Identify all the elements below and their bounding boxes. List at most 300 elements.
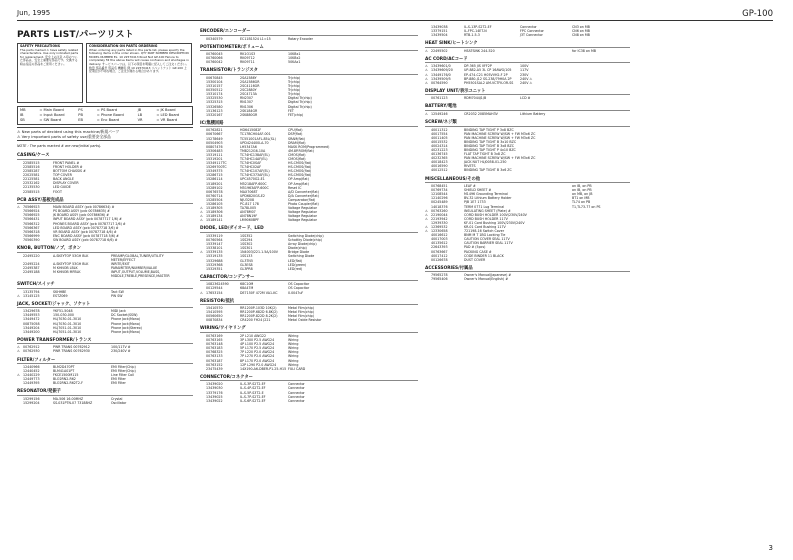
parts-cell: Tact SW [111,289,124,294]
parts-cell: 150-030-000 [53,313,74,318]
parts-cell: M5218AFP-600C [240,181,267,186]
parts-cell: CODE BINDER 11 BLACK [464,253,504,258]
parts-cell: TC74HC138AF(EL) [240,152,270,157]
parts-cell: 15269700TC [206,165,227,170]
parts-cell: Oscillator [111,401,127,406]
parts-cell: IL-S-13P-S2T2-EF [464,25,492,29]
parts-cell: on IB, on PB [572,184,592,189]
parts-cell: 14018376 [431,204,448,209]
section-title: RESONATOR/発振子 [17,388,193,396]
parts-cell: Phone Jack(Mono) [111,329,141,334]
parts-cell: Photo Coupler(flat) [288,202,319,206]
parts-cell: TERM 0771 Lug Terminal [464,204,505,209]
parts-cell: J3T Connector [520,33,543,38]
parts-cell: 40135612 [431,241,448,246]
parts-cell: 15410570 [206,306,223,311]
section-title: CONNECTOR/コネクター [200,374,418,382]
parts-cell: Connector [288,390,305,395]
parts-cell: MAIN BOARD ASSY (pcb 00786634) # [53,205,115,210]
safety-mark: ⚠ [425,64,428,69]
parts-cell: FET(chip) [288,112,304,117]
parts-cell: 12369532 [431,225,448,229]
code-cell: SB [20,118,25,122]
safety-mark: ⚠ [17,293,20,298]
parts-cell: 13439030 [206,386,223,391]
safety-mark: ⚠ [200,218,203,223]
parts-cell: 00763187 [206,358,223,363]
parts-cell: HS-CMOS(flat) [288,169,312,174]
parts-cell: RK1O1S3 [240,52,256,57]
parts-cell: PWR TRANS 00762912 [53,345,90,350]
parts-cell: FRONT PANEL # [53,160,80,165]
parts-cell: 70566318 [23,229,40,234]
parts-cell: 00763165 [206,338,223,343]
parts-cell: 13379176 [206,390,223,395]
parts-cell: Phone Jack(Stereo) [111,325,142,330]
parts-cell: 40232365 [431,156,448,161]
parts-cell: on MB, on JB [572,192,593,197]
parts-cell: Tr(chip) [288,92,301,97]
parts-cell: 4M.8P.ROM(flat) [288,148,314,153]
parts-cell: 15349375 [206,169,223,174]
parts-cell: 3P L300 P2.5 AWG24 [240,338,275,343]
parts-sections-1 [17,152,193,405]
parts-cell: 15339135 [206,250,223,255]
parts-cell: 12P L290 P2.0 AWG24 [240,362,277,367]
parts-cell: 12440229 [23,373,40,378]
parts-cell: 5P L170 P2.5 AWG24 [240,346,275,351]
code-cell: = Main Board [39,108,64,112]
section-title: JACK, SOCKET/ジャック、ソケット [17,301,193,309]
parts-cell: OP Amp(flat) [288,181,309,186]
section-title: WIRING/ワイヤリング [200,325,418,333]
parts-cell: 40017412 [431,253,448,258]
parts-cell: SRAM(flat) [288,136,306,141]
parts-cell: Tr(chip) [288,88,301,93]
parts-cell: METER/EFFECT [111,257,136,262]
parts-cell: Voltage Regulator [288,218,317,223]
section-title: DISPLAY UNIT/表示ユニット [425,88,630,96]
parts-cell: 12108544 [431,192,448,197]
parts-cell: 15410595 [206,310,223,315]
safety-mark: ⚠ [425,225,428,229]
parts-row [200,37,418,41]
parts-cell: 240V ⚠ [520,76,533,81]
safety-mark: ⚠ [425,208,428,213]
parts-cell: 13439020 [206,382,223,387]
section-title: MISCELLANEOUS/その他 [425,176,630,184]
code-cell: LB [137,113,143,117]
parts-cell: 15289102 [206,185,223,190]
parts-cell: EC11B1524 L1=15 [240,36,271,41]
parts-cell: TC17BCH04AF-001 [240,132,271,137]
code-cell: = Enc Board [96,118,120,122]
parts-cell: 00560650 [206,314,223,319]
parts-cell: MIDI Jack [111,309,126,314]
parts-cell: BINDING TAP TIGHT P 4x10 BZC [464,148,516,152]
parts-cell: Crystal [111,396,123,401]
parts-row [200,60,418,64]
parts-cell: 12140296 [431,196,448,201]
parts-cell [572,81,630,85]
parts-cell: 00760564 [206,238,223,243]
parts-cell: MIDDLE,TREBLE,PRESENCE,MASTER [111,273,170,278]
parts-cell: TOP COVER [53,173,72,178]
parts-row [17,190,193,194]
parts-cell: 00126678 [431,257,448,262]
section-title: ENCODER/エンコーダー [200,28,418,36]
parts-cell [23,274,53,278]
parts-row [17,330,193,334]
parts-cell: PAN MACHINE SCREW W/SW + FW M3x6 ZC [464,135,536,140]
parts-cell: EMI Filter(Chip) [111,369,136,374]
parts-cell: FLAT TAP TIGHT B 3x8 ZC [464,152,506,157]
parts-cell: A-SKEYTOP 53GH BLK [53,261,89,266]
parts-cell: 13439609/20 [431,68,453,73]
parts-cell: 15329351 [206,266,223,271]
parts-cell: 40016590 [431,164,448,169]
parts-cell: 15189201 [206,181,223,186]
parts-cell: AN78M07 [240,210,256,215]
parts-cell: 40231223 [431,148,448,152]
parts-cell: CMOS(flat) [288,156,306,161]
safety-mark: ⚠ [17,349,20,354]
parts-cell: 13439601/0 [431,64,451,69]
parts-cell: LM9060BPF [240,218,259,223]
parts-cell: Connector [288,382,305,387]
parts-cell: 2SA1586GR [240,79,260,84]
parts-cell: 68C10M [240,282,254,287]
page-number: 3 [768,544,773,552]
parts-cell: 22532162 [23,181,40,186]
parts-cell: A/D Converter(flat) [288,189,319,194]
parts-cell: 13439509/5 [431,76,451,81]
parts-cell: 00350512 [206,88,223,93]
parts-cell: 22585287 [23,169,40,174]
parts-cell: 00760042 [206,60,223,65]
legend-text: Very important parts of safety use/重要安全部品 [21,134,111,140]
parts-cell: 15286105 [206,202,223,206]
parts-cell: SW BOARD ASSY (pcb 00787718 6/6) # [53,237,118,242]
parts-cell: LED(flat) [288,258,303,263]
parts-cell: 15325315 [206,100,223,105]
parts-cell: 100/117V # [111,345,131,350]
safety-box [17,43,83,103]
parts-cell: 00763169 [206,333,223,338]
parts-cell: 40136745 [431,152,448,157]
parts-cell: 50KAx1 [288,60,301,65]
parts-cell: 00763667 [431,249,448,254]
parts-cell: 00670845 [206,75,223,80]
parts-cell: 15349117TC [206,161,227,166]
parts-row [425,49,630,53]
safety-mark: ⚠ [425,212,428,217]
parts-row [17,381,193,385]
parts-cell: BLM41A01PT [53,369,75,374]
safety-mark: ⚠ [200,290,203,295]
parts-cell: Metal Film(chip) [288,306,314,311]
parts-cell: 13449472 [23,317,40,322]
parts-cell: Connector [288,394,305,399]
parts-sections-2 [200,28,418,403]
parts-cell: for IC38 on MB [572,48,597,53]
parts-cell: RK09711 [240,60,255,65]
parts-cell: MA-506 16.00MHZ [53,396,84,401]
parts-cell: NJU3208 [240,197,255,202]
parts-cell: LCD # [520,96,531,101]
parts-cell: 40017003 [431,237,448,242]
parts-cell: 1SS294 [240,238,253,243]
safety-mark: ⚠ [200,214,203,219]
parts-cell: 15189141 [206,218,223,223]
safety-mark: ⚠ [200,210,203,215]
parts-cell: 13439038 [431,25,448,29]
parts-cell: 23475439 [206,366,223,371]
parts-cell: TL74 on PB [572,200,591,205]
parts-cell: 100V [520,64,529,69]
parts-cell [520,258,572,262]
parts-cell: 10823624590 [206,282,229,287]
parts-cell: BINDING TAP TIGHT P 3x8 BZC [464,127,514,132]
parts-cell: 2SK880GR [240,112,258,117]
parts-cell: KR-01 Cord Bushing 117V [464,225,506,229]
parts-cell: 1SS133 [240,254,253,259]
parts-cell: HEATSINK 244-520 [464,48,495,53]
parts-cell: 15325530 [206,96,223,101]
parts-cell: 10KBx1 [288,52,301,57]
parts-cell: 2SC2880Y [240,88,257,93]
parts-cell: M1496 Grounding Terminal [464,192,508,197]
parts-cell: 1SS302 [240,242,253,247]
parts-row [425,81,630,85]
parts-cell: PH5501SAL2 AM-VCTFK-OR-SS [464,80,514,85]
parts-row [200,113,418,117]
header-rule [17,20,773,21]
parts-cell: 13439504 [431,33,448,38]
parts-cell: 40015532 [431,139,448,144]
parts-cell: 13429678 [23,309,40,314]
parts-cell [572,112,630,116]
parts-cell: UPD6820GS-E2 [240,193,265,198]
parts-cell: AN78N19F [240,214,258,219]
parts-cell: 00340579 [206,36,223,41]
parts-row [200,318,418,322]
parts-cell: 00129544 [206,286,223,291]
safety-mark: ⚠ [425,229,428,234]
parts-cell: 40017554 [431,131,448,136]
parts-cell: FPC Connector [520,29,544,34]
parts-cell: 22495502 [431,48,448,53]
parts-cell: 00768451 [431,184,448,189]
parts-cell: CR4200 FH24 J221 [240,318,271,323]
parts-cell: PAD # (5pcs) [464,245,486,250]
parts-cell: 13449176/0 [431,72,451,77]
parts-cell: RR1200P-822D 8.2K(2) [240,314,278,319]
parts-cell: Diode(chip) [288,246,307,251]
parts-row [200,399,418,403]
parts-cell: SHIELD SHEET # [464,188,492,193]
parts-cell: 22125581 [23,177,40,182]
parts-cell: HLJ7030-01-3010 [53,321,82,326]
parts-cell: DSP(flat) [288,132,303,137]
parts-cell: Wiring [288,346,299,351]
parts-cell: IL-S-5P-S3T2-E [240,390,264,395]
parts-cell: TA78L005 [240,206,257,211]
parts-cell: 12440966 [23,365,40,369]
parts-cell: PW SW [111,293,123,298]
parts-cell: Metal Film(chip) [288,310,314,315]
safety-mark: ⚠ [425,76,428,81]
parts-cell: 12440452 [23,369,40,374]
parts-cell: RK09712 [240,56,255,61]
parts-cell: CN3 on MB [572,25,590,29]
parts-cell: Owner's Manual(English) # [464,277,509,282]
parts-cell: INSULATING SHEET (Plate) # [464,208,511,213]
parts-row [425,33,630,37]
parts-cell: Reset IC [288,185,302,190]
parts-cell: 13135794 [23,289,40,294]
parts-cell: RR1200P-103D 10K(2) [240,306,277,311]
safety-mark: ⚠ [17,345,20,350]
parts-cell: Switching Diode [288,254,315,259]
note: NOTE : The parts marked # are new(initial parts). [17,144,102,149]
parts-cell: 00764590 [431,80,448,85]
parts-cell: 15189305 [206,206,223,211]
parts-cell: BINDING TAP TIGHT B 3x10 BZC [464,139,517,144]
parts-cell: IL-S-7P-S2T2-EF [240,394,266,399]
parts-row [425,277,630,281]
parts-cell: Digital Tr(chip) [288,100,312,105]
parts-row [17,349,193,353]
parts-cell: 00763148 [206,342,223,347]
parts-row [200,291,418,295]
legend-symbol: ⚠ [17,129,22,134]
legend-row [17,134,193,139]
parts-cell: GL3TN5 [240,258,253,263]
parts-cell: BLO2RN2-R62T2-F [53,381,83,386]
parts-cell: Lithium Battery [520,111,546,116]
parts-cell: 00763133 [206,354,223,359]
parts-cell: HLJ7051-01-3010 [53,329,82,334]
section-title: SCREW/ネジ類 [425,119,630,127]
parts-cell: 00760066 [206,56,223,61]
parts-cell: 70566924 [23,209,40,214]
parts-cell: 00763152 [206,362,223,367]
parts-cell: 7P L220 P2.0 AWG24 [240,350,275,355]
parts-cell: 22190044 [431,212,448,217]
safety-mark: ⚠ [425,216,428,221]
parts-cell: WRITE/EXIT [111,261,130,266]
section-title: POTENTIOMETER/ボリューム [200,44,418,52]
parts-cell: 22135530 [23,185,40,190]
parts-cell: Wiring [288,354,299,359]
parts-cell: 22495220 [23,253,40,258]
parts-cell: 1SS352 [240,233,253,238]
parts-cell: Metal Film(chip) [288,314,314,319]
parts-cell: INPUT BOARD ASSY (pcb 00787717 1/6) # [53,217,122,222]
parts-cell: Wiring [288,358,299,363]
parts-cell: 79565406 [431,277,448,282]
parts-cell: 00768325 [206,350,223,355]
parts-cell: CORD BUSH HOLDER 100V/230V/240V [464,212,527,217]
parts-cell: 13145125 [23,293,40,298]
parts-cell: A-SKEYTOP 53GH BLK [53,253,89,258]
parts-cell: 7P L270 P2.0 AWG24 [240,354,275,359]
parts-cell: LED(red) [288,266,303,271]
parts-cell: 721198-16 Switch Cover [464,229,505,234]
parts-cell: Wiring [288,342,299,347]
parts-cell: IL-FPC-14ET-N [464,29,487,34]
parts-cell [111,238,193,242]
section-title: PCB ASSY/基板完成品 [17,197,193,205]
parts-row [17,401,193,405]
parts-cell: 22585516 [23,165,40,169]
parts-cell: OS Capacitor [288,286,310,291]
parts-cell: DP-365 JIS VFF2P [464,64,492,69]
parts-cell: EMI Filter(Chip) [111,365,136,369]
parts-cell: 1SS301 [240,246,253,251]
parts-cell: 230/240V # [111,349,131,354]
parts-cell: RIVETS [464,164,476,169]
parts-cell: BLO2RN2-R62 [53,377,76,382]
parts-cell: PC-817 178 [240,202,259,206]
parts-cell: 15299156 [23,396,40,401]
parts-cell: 00763260 [431,208,448,213]
parts-cell: 00504903 [206,140,223,145]
parts-cell: 22495188 [23,269,40,274]
code-cell: = Input Board [39,113,65,117]
parts-cell: LEAF # [464,184,476,189]
parts-cell: Rotary Encoder [288,36,313,41]
parts-cell: on IB, on PB [572,188,592,193]
parts-cell: ESTZ069 [53,293,68,298]
parts-cell: Tr(chip) [288,84,301,89]
parts-cell: 17653154 [206,290,223,295]
parts-cell: M KHNOB LBLK [53,265,78,270]
parts-cell: OP Amp(flat) [288,177,309,182]
header-model: GP-100 [742,9,773,19]
parts-cell: JK BOARD ASSY (pcb 00786636) # [53,213,109,218]
parts-cell [520,168,572,172]
parts-cell: 40016612 [431,233,448,238]
parts-row [200,218,418,222]
parts-cell: 2SC4116GR [240,84,260,89]
parts-cell: Connector [288,398,305,403]
parts-cell: 40012512 [431,168,448,173]
parts-cell: PREAMP/GLOBAL,TUNER/UTILITY [111,253,164,258]
parts-cell: 12330658 [431,229,448,234]
parts-cell: BOTTOM CHASSIS # [53,169,86,174]
parts-cell: CN8 on MB [572,33,590,38]
parts-cell: RN1307 [240,100,253,105]
code-cell: EB [78,118,84,122]
legend-text: New parts of decided using this machine/新規パーツ [21,129,120,134]
parts-cell: 15319201 [206,156,223,161]
parts-cell: 15310174 [206,92,223,97]
parts-cell: 00762821 [206,128,223,133]
parts-cell: 14X190-A6-DBER-P1.25-H15 [240,366,287,371]
parts-cell: 70566367 [23,225,40,230]
parts-cell: BP-880-J12 SS-238/79H0A 2P [464,76,512,81]
parts-cell: 15320167 [206,112,223,117]
parts-cell: ENC BOARD ASSY (pcb 00787718 5/6) # [53,233,119,238]
parts-cell: Comparator(flat) [288,197,316,202]
parts-cell: 00760714 [206,193,223,198]
safety-mark: ⚠ [200,206,203,211]
code-cell: = VR Board [156,118,178,122]
parts-row [17,294,193,298]
parts-cell: 2SA1586Y [240,75,257,80]
